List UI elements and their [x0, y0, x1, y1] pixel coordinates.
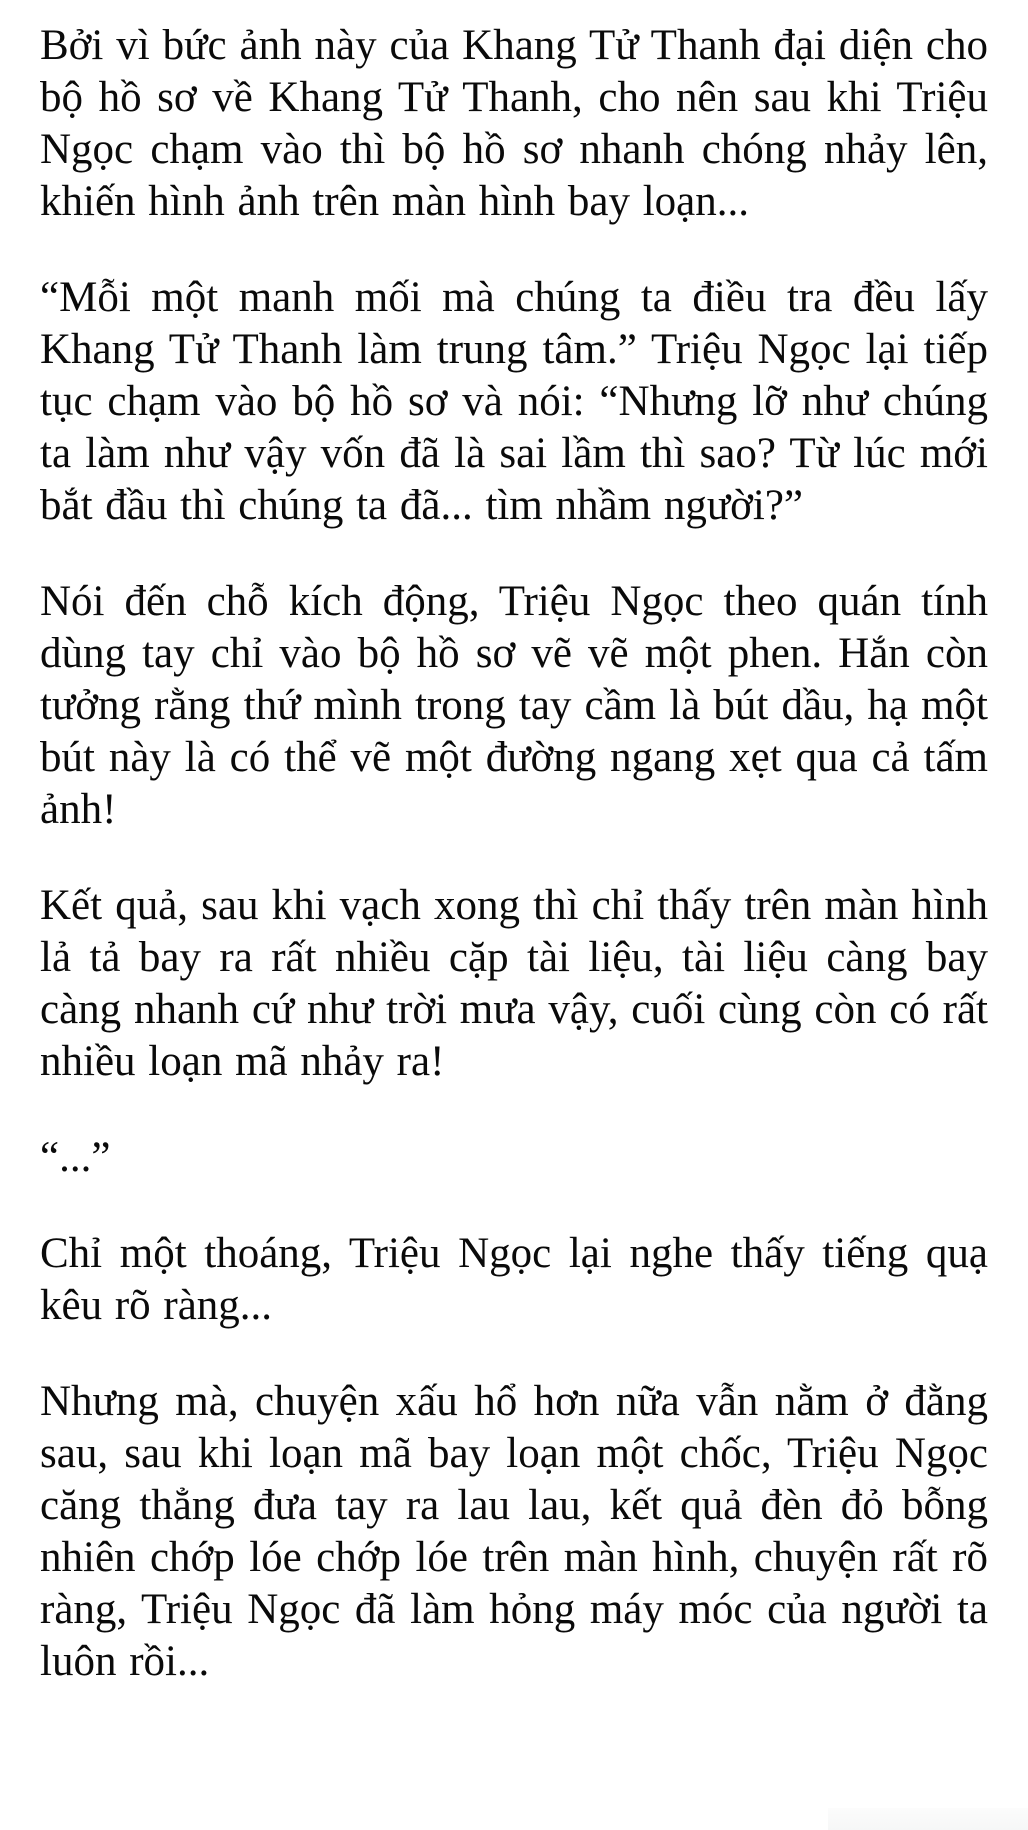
paragraph: “Mỗi một manh mối mà chúng ta điều tra đều lấy Khang Tử Thanh làm trung tâm.” Triệu Ngọc lại tiếp tục chạm vào bộ hồ sơ và nói: “Nhưng lỡ như chúng ta làm như vậy vốn đã là sai lầm thì sao? Từ lúc mới bắt đầu thì chúng ta đã... tìm nhầm người?” — [40, 274, 988, 529]
paragraph: Kết quả, sau khi vạch xong thì chỉ thấy trên màn hình lả tả bay ra rất nhiều cặp tài liệu, tài liệu càng bay càng nhanh cứ như trời mưa vậy, cuối cùng còn có rất nhiều loạn mã nhảy ra! — [40, 882, 988, 1085]
paragraph-ellipsis-quote: “...” — [40, 1134, 111, 1181]
paragraph: Nói đến chỗ kích động, Triệu Ngọc theo quán tính dùng tay chỉ vào bộ hồ sơ vẽ vẽ một phen. Hắn còn tưởng rằng thứ mình trong tay cầm là bút dầu, hạ một bút này là có thể vẽ một đường ngang xẹt qua cả tấm ảnh! — [40, 578, 988, 833]
paragraph: Chỉ một thoáng, Triệu Ngọc lại nghe thấy tiếng quạ kêu rõ ràng... — [40, 1230, 988, 1329]
paragraph: Bởi vì bức ảnh này của Khang Tử Thanh đại diện cho bộ hồ sơ về Khang Tử Thanh, cho nên sau khi Triệu Ngọc chạm vào thì bộ hồ sơ nhanh chóng nhảy lên, khiến hình ảnh trên màn hình bay loạn... — [40, 22, 988, 225]
paragraph: Nhưng mà, chuyện xấu hổ hơn nữa vẫn nằm ở đằng sau, sau khi loạn mã bay loạn một chốc, Triệu Ngọc căng thẳng đưa tay ra lau lau, kết quả đèn đỏ bỗng nhiên chớp lóe chớp lóe trên màn hình, chuyện rất rõ ràng, Triệu Ngọc đã làm hỏng máy móc của người ta luôn rồi... — [40, 1378, 988, 1685]
